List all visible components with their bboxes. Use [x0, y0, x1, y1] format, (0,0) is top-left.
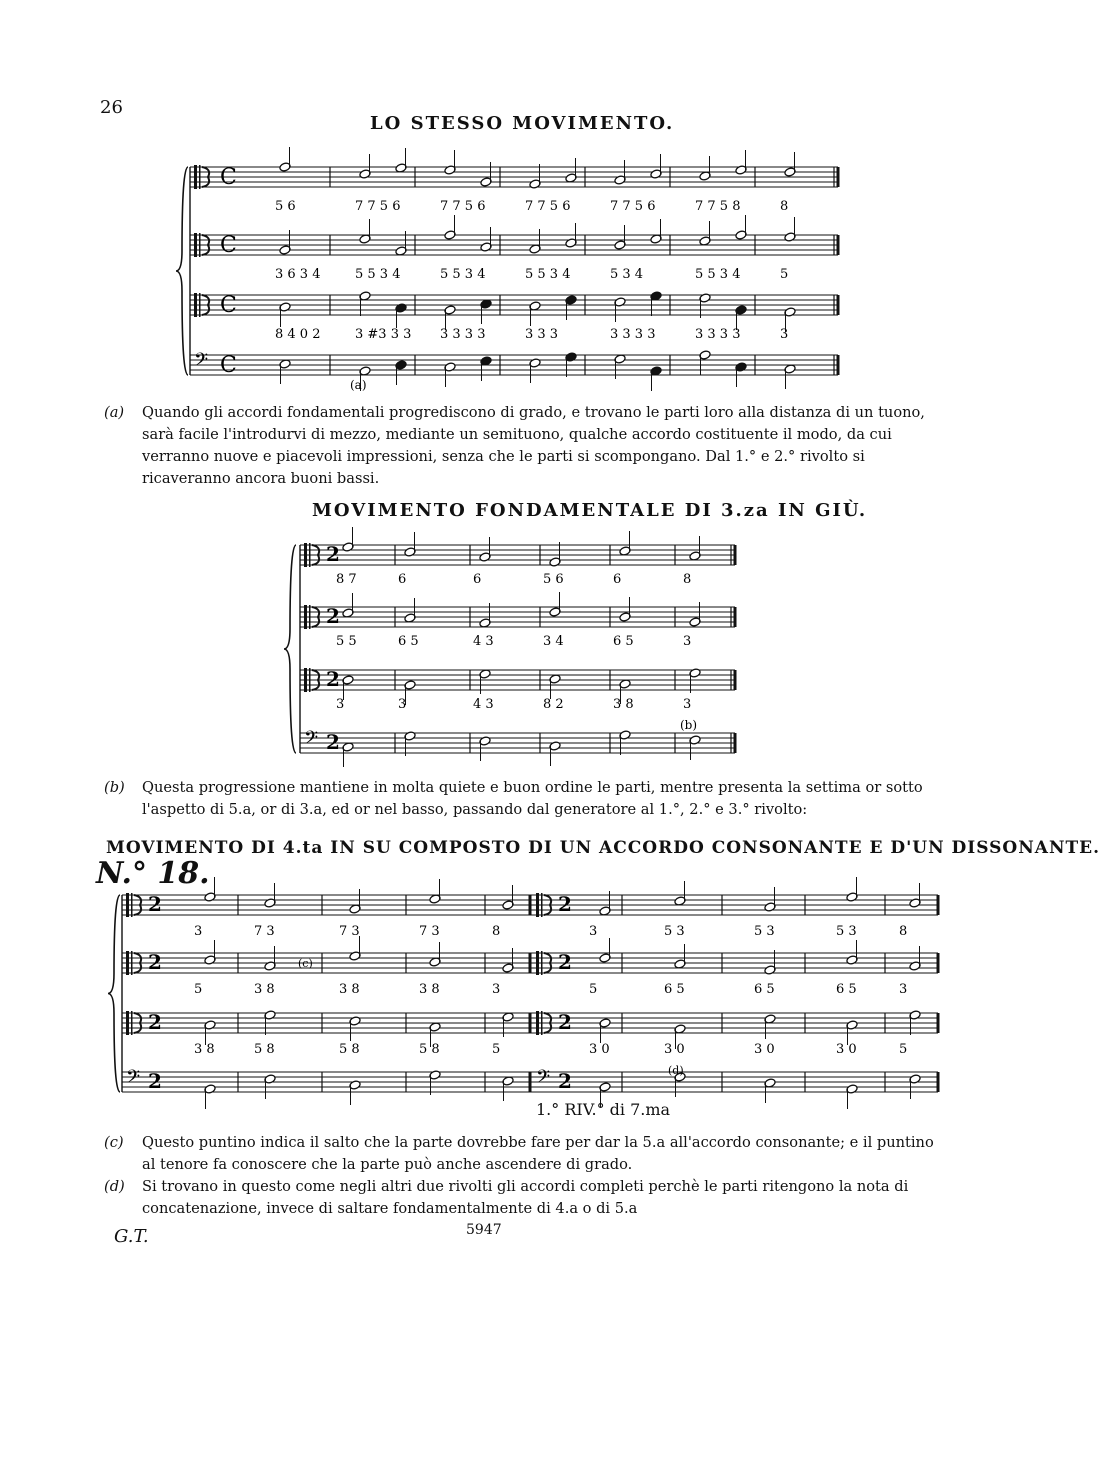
footnote-text: Quando gli accordi fondamentali progrediscono di grado, e trovano le parti loro alla distanza di un tuono, sarà facile l'introdurvi di mezzo, mediante un semituono, qualche accordo costituente il modo, da cui verranno nuove e piacevoli impressioni, senza che le parti si scompongano. Dal 1.° e 2.° rivolto si ricaveranno ancora buoni bassi.	[142, 404, 925, 487]
section-title-2: MOVIMENTO FONDAMENTALE DI 3.za IN GIÙ.	[312, 500, 868, 521]
figured-bass: 7 7 5 6	[525, 199, 571, 214]
footnote-mark: (b)	[104, 779, 125, 796]
figured-bass: 3	[780, 327, 789, 342]
c-clef	[309, 668, 311, 692]
figured-bass: 8 7	[336, 572, 357, 587]
catalog-number: 5947	[466, 1222, 502, 1238]
c-clef	[126, 1011, 129, 1035]
c-clef	[309, 605, 311, 629]
bass-annotation-mark: (a)	[350, 378, 367, 392]
c-clef	[126, 893, 129, 917]
figured-bass: 3 8	[419, 982, 440, 997]
footnote-b	[104, 777, 940, 821]
time-signature: 2	[326, 730, 340, 754]
figured-bass: 3	[336, 697, 345, 712]
figured-bass: 3	[194, 924, 203, 939]
time-signature: 2	[558, 892, 572, 916]
time-signature: 2	[326, 542, 340, 566]
c-clef	[194, 293, 197, 317]
figured-bass: 3 3 3 3	[440, 327, 486, 342]
page-number: 26	[100, 97, 123, 118]
figured-bass: 7 7 5 6	[355, 199, 401, 214]
figured-bass: 7 7 5 6	[610, 199, 656, 214]
system-brace	[176, 167, 188, 375]
figured-bass: 8	[683, 572, 692, 587]
time-signature: 2	[148, 1069, 162, 1093]
footnote-mark: (c)	[104, 1134, 124, 1151]
bass-annotation-mark: (b)	[680, 718, 698, 732]
figured-bass: 3 8	[254, 982, 275, 997]
figured-bass: 3	[492, 982, 501, 997]
figured-bass: 5 8	[339, 1042, 360, 1057]
figured-bass: 3 6 3 4	[275, 267, 321, 282]
time-signature: 2	[326, 604, 340, 628]
dot-annotation-mark: (c)	[298, 957, 313, 970]
system-brace	[284, 545, 296, 753]
figured-bass: 6 5	[754, 982, 775, 997]
bass-clef: 𝄢	[536, 1067, 551, 1092]
system-brace	[108, 895, 120, 1092]
figured-bass: 3	[398, 697, 407, 712]
figured-bass: 5 3	[754, 924, 775, 939]
figured-bass: 6 5	[664, 982, 685, 997]
figured-bass: 7 3	[419, 924, 440, 939]
figured-bass: 4 3	[473, 634, 494, 649]
c-clef	[131, 951, 133, 975]
figured-bass: 5 5 3 4	[440, 267, 486, 282]
c-clef	[199, 165, 201, 189]
figured-bass: 3 0	[664, 1042, 685, 1057]
c-clef	[536, 1011, 539, 1035]
figured-bass: 6	[473, 572, 482, 587]
time-signature: 2	[558, 1069, 572, 1093]
figured-bass: 5 6	[275, 199, 296, 214]
footnote-c	[104, 1132, 940, 1176]
figured-bass: 6 5	[398, 634, 419, 649]
c-clef	[131, 1011, 133, 1035]
figured-bass: 5 3 4	[610, 267, 644, 282]
figured-bass: 5	[899, 1042, 908, 1057]
figured-bass: 8	[492, 924, 501, 939]
figured-bass: 5 5 3 4	[355, 267, 401, 282]
footnote-mark: (a)	[104, 404, 125, 421]
c-clef	[194, 165, 197, 189]
footnote-text: Si trovano in questo come negli altri due rivolti gli accordi completi perchè le parti ritengono la nota di concatenazione, invece di saltare fondamentalmente di 4.a o di 5.a	[142, 1178, 909, 1217]
figured-bass: 5 5 3 4	[695, 267, 741, 282]
c-clef	[199, 293, 201, 317]
figured-bass: 5 3	[836, 924, 857, 939]
figured-bass: 5	[194, 982, 203, 997]
time-signature: 2	[326, 667, 340, 691]
figured-bass: 3	[683, 634, 692, 649]
figured-bass: 3 0	[754, 1042, 775, 1057]
c-clef	[541, 1011, 543, 1035]
c-clef	[131, 893, 133, 917]
inversion-label: 1.° RIV.° di 7.ma	[536, 1100, 671, 1119]
c-clef	[194, 233, 197, 257]
footnote-d	[104, 1176, 940, 1220]
figured-bass: 3 3 3 3	[695, 327, 741, 342]
figured-bass: 3	[589, 924, 598, 939]
c-clef	[126, 951, 129, 975]
common-time: C	[220, 165, 237, 190]
figured-bass: 7 3	[254, 924, 275, 939]
figured-bass: 3 8	[613, 697, 634, 712]
figured-bass: 3 0	[836, 1042, 857, 1057]
c-clef	[304, 605, 307, 629]
c-clef	[304, 543, 307, 567]
figured-bass: 7 3	[339, 924, 360, 939]
score-system-1	[170, 155, 850, 400]
figured-bass: 5	[589, 982, 598, 997]
figured-bass: 5 5	[336, 634, 357, 649]
figured-bass: 3 4	[543, 634, 564, 649]
figured-bass: 8 4 0 2	[275, 327, 321, 342]
score-system-3	[110, 880, 950, 1105]
c-clef	[199, 233, 201, 257]
example-number: N.° 18.	[96, 856, 210, 891]
section-title-3: MOVIMENTO DI 4.ta IN SU COMPOSTO DI UN ACCORDO CONSONANTE E D'UN DISSONANTE.	[106, 838, 1100, 858]
tie-annotation-mark: (d)	[668, 1064, 684, 1077]
figured-bass: 8	[780, 199, 789, 214]
footnote-text: Questo puntino indica il salto che la parte dovrebbe fare per dar la 5.a all'accordo consonante; e il puntino al tenore fa conoscere che la parte può anche ascendere di grado.	[142, 1134, 934, 1173]
figured-bass: 3	[683, 697, 692, 712]
figured-bass: 8 2	[543, 697, 564, 712]
figured-bass: 3 8	[194, 1042, 215, 1057]
c-clef	[541, 893, 543, 917]
time-signature: 2	[558, 1010, 572, 1034]
bass-clef: 𝄢	[194, 350, 209, 375]
common-time: C	[220, 233, 237, 258]
figured-bass: 3 3 3 3	[610, 327, 656, 342]
time-signature: 2	[148, 892, 162, 916]
footnote-mark: (d)	[104, 1178, 125, 1195]
figured-bass: 5 8	[254, 1042, 275, 1057]
figured-bass: 7 7 5 6	[440, 199, 486, 214]
figured-bass: 5 3	[664, 924, 685, 939]
figured-bass: 5 5 3 4	[525, 267, 571, 282]
footnote-text: Questa progressione mantiene in molta quiete e buon ordine le parti, mentre presenta la settima or sotto l'aspetto di 5.a, or di 3.a, ed or nel basso, passando dal generatore al 1.°, 2.° e 3.° rivolto:	[142, 779, 923, 818]
c-clef	[304, 668, 307, 692]
figured-bass: 3 #3 3 3	[355, 327, 412, 342]
figured-bass: 7 7 5 8	[695, 199, 741, 214]
common-time: C	[220, 293, 237, 318]
figured-bass: 5	[780, 267, 789, 282]
figured-bass: 3	[899, 982, 908, 997]
time-signature: 2	[148, 1010, 162, 1034]
figured-bass: 6 5	[613, 634, 634, 649]
time-signature: 2	[558, 950, 572, 974]
c-clef	[309, 543, 311, 567]
common-time: C	[220, 353, 237, 378]
score-system-2	[280, 535, 740, 775]
time-signature: 2	[148, 950, 162, 974]
figured-bass: 3 8	[339, 982, 360, 997]
footer-initials: G.T.	[114, 1226, 149, 1247]
figured-bass: 6	[398, 572, 407, 587]
section-title-1: LO STESSO MOVIMENTO.	[370, 113, 675, 134]
figured-bass: 6	[613, 572, 622, 587]
footnote-a	[104, 402, 940, 490]
figured-bass: 6 5	[836, 982, 857, 997]
figured-bass: 3 0	[589, 1042, 610, 1057]
figured-bass: 4 3	[473, 697, 494, 712]
figured-bass: 5 6	[543, 572, 564, 587]
bass-clef: 𝄢	[126, 1067, 141, 1092]
c-clef	[536, 893, 539, 917]
figured-bass: 8	[899, 924, 908, 939]
c-clef	[536, 951, 539, 975]
figured-bass: 3 3 3	[525, 327, 559, 342]
figured-bass: 5	[492, 1042, 501, 1057]
bass-clef: 𝄢	[304, 728, 319, 753]
figured-bass: 5 8	[419, 1042, 440, 1057]
c-clef	[541, 951, 543, 975]
